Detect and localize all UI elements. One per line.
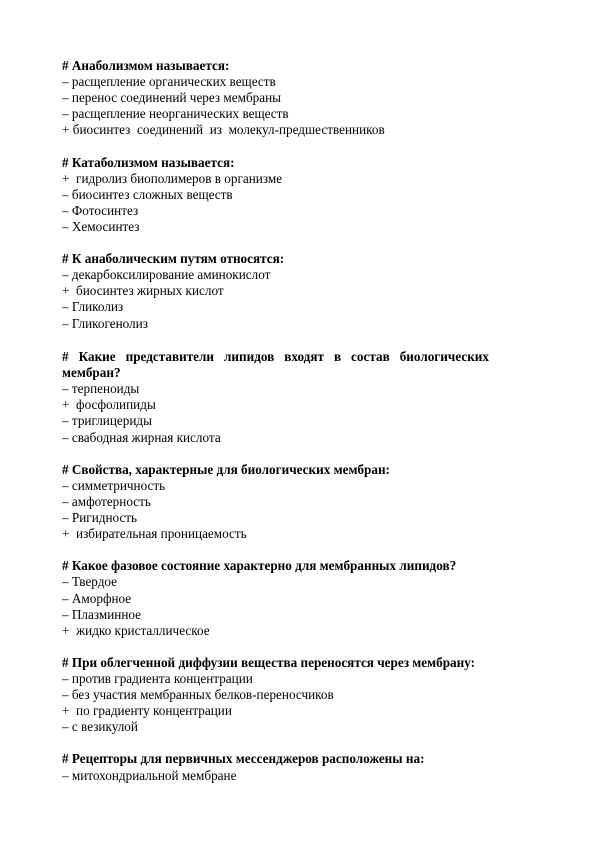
answer-option: – Твердое: [62, 574, 118, 590]
question-text: # К анаболическим путям относятся:: [62, 251, 285, 267]
question-text: # Рецепторы для первичных мессенджеров расположены на:: [62, 751, 425, 767]
answer-option: – с везикулой: [62, 719, 138, 735]
question-text: # Катаболизмом называется:: [62, 154, 235, 170]
answer-option: – митохондриальной мембране: [62, 767, 237, 783]
question-block-membrane-lipids: [62, 349, 542, 446]
question-text-line-2: мембран?: [62, 365, 121, 381]
answer-option-correct: + биосинтез соединений из молекул-предшественников: [62, 122, 385, 138]
answer-option: – терпеноиды: [62, 381, 140, 397]
answer-option-correct: + фосфолипиды: [62, 397, 156, 413]
answer-option: – Ригидность: [62, 510, 138, 526]
answer-option-correct: + жидко кристаллическое: [62, 622, 210, 638]
answer-option: – свабодная жирная кислота: [62, 429, 221, 445]
answer-option: – перенос соединений через мембраны: [62, 90, 282, 106]
answer-option-correct: + избирательная проницаемость: [62, 526, 247, 542]
answer-option: – симметричность: [62, 477, 166, 493]
question-text: # Какое фазовое состояние характерно для мембранных липидов?: [62, 558, 457, 574]
answer-option: – Гликогенолиз: [62, 315, 148, 331]
answer-option: – расщепление неорганических веществ: [62, 106, 289, 122]
answer-option: – Аморфное: [62, 590, 132, 606]
question-block-membrane-properties: [62, 462, 542, 542]
question-text: # Свойства, характерные для биологических мембран:: [62, 461, 390, 477]
answer-option-correct: + гидролиз биополимеров в организме: [62, 170, 283, 186]
question-block-anabolism: [62, 58, 542, 138]
question-block-anabolic-paths: [62, 251, 542, 331]
answer-option: – расщепление органических веществ: [62, 74, 276, 90]
answer-option: – Гликолиз: [62, 299, 124, 315]
question-block-facilitated-diffusion: [62, 655, 542, 735]
answer-option: – триглицериды: [62, 413, 152, 429]
question-text-line-1: # Какие представители липидов входят в состав биологических: [62, 349, 489, 365]
answer-option-correct: + биосинтез жирных кислот: [62, 283, 224, 299]
question-block-catabolism: [62, 155, 542, 235]
question-text: # При облегченной диффузии вещества переносятся через мембрану:: [62, 654, 476, 670]
answer-option: – биосинтез сложных веществ: [62, 186, 233, 202]
question-block-receptors: [62, 751, 542, 783]
answer-option: – Фотосинтез: [62, 202, 139, 218]
question-text: [62, 349, 542, 381]
answer-option: – декарбоксилирование аминокислот: [62, 267, 271, 283]
answer-option: – Хемосинтез: [62, 218, 140, 234]
question-text: # Анаболизмом называется:: [62, 58, 230, 73]
answer-option: – против градиента концентрации: [62, 670, 253, 686]
document-page: [62, 58, 542, 800]
answer-option: – амфотерность: [62, 493, 151, 509]
answer-option: – без участия мембранных белков-переносчиков: [62, 687, 334, 703]
question-block-phase-state: [62, 558, 542, 638]
answer-option: – Плазминное: [62, 606, 141, 622]
answer-option-correct: + по градиенту концентрации: [62, 703, 232, 719]
